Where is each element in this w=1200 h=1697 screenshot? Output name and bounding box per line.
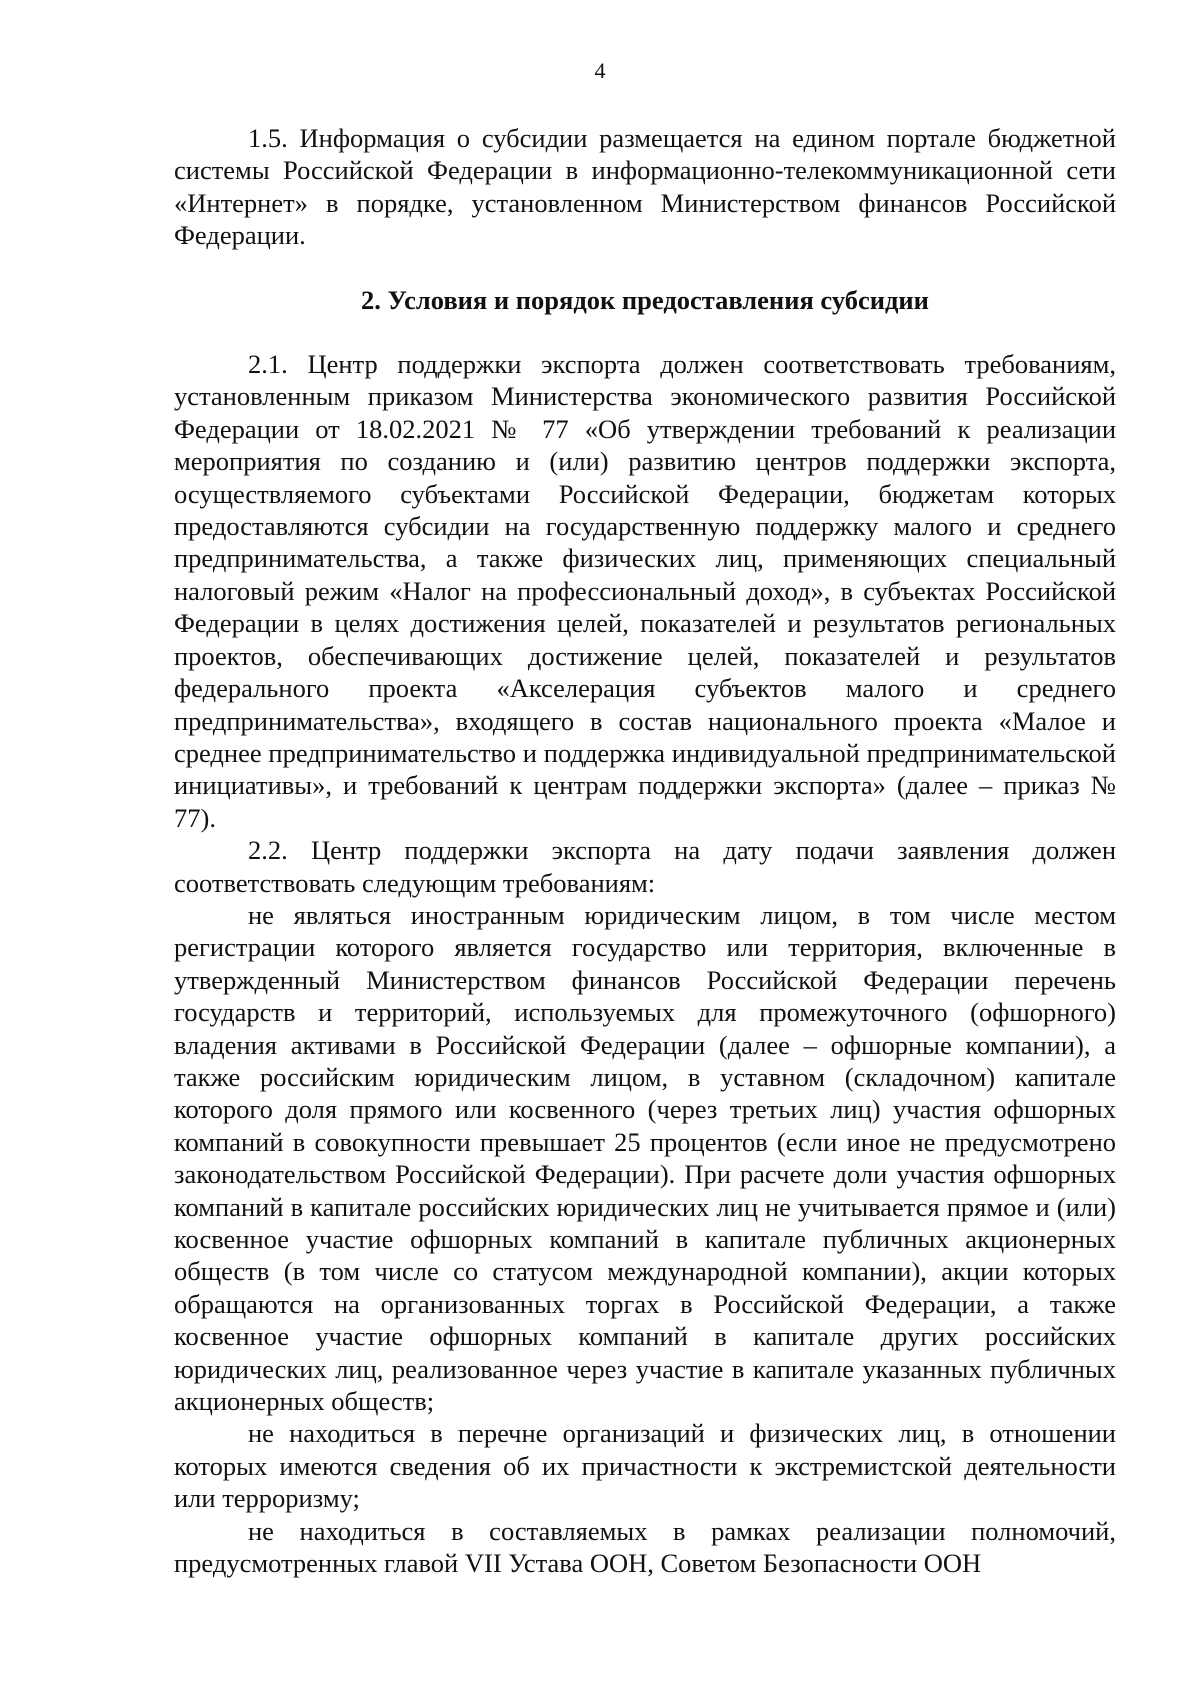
section-2-heading: 2. Условия и порядок предоставления субсидии [361,284,929,315]
paragraph-2-2-item-un-lists: не находиться в составляемых в рамках реализации полномочий, предусмотренных главой VII Устава ООН, Советом Безопасности ООН [174,1515,1116,1579]
paragraph-2-2-item-offshore: не являться иностранным юридическим лицом, в том числе местом регистрации которого является государство или территория, включенные в утвержденный Министерством финансов Российской Федерации перечень государств и территорий, используемых для промежуточного (офшорного) владения активами в Российской Федерации (далее – офшорные компании), а также российским юридическим лицом, в уставном (складочном) капитале которого доля прямого или косвенного (через третьих лиц) участия офшорных компаний в совокупности превышает 25 процентов (если иное не предусмотрено законодательством Российской Федерации). При расчете доли участия офшорных компаний в капитале российских юридических лиц не учитывается прямое и (или) косвенное участие офшорных компаний в капитале публичных акционерных обществ (в том числе со статусом международной компании), акции которых обращаются на организованных торгах в Российской Федерации, а также косвенное участие офшорных компаний в капитале других российских юридических лиц, реализованное через участие в капитале указанных публичных акционерных обществ; [174,899,1116,1417]
paragraph-2-2-item-extremism: не находиться в перечне организаций и физических лиц, в отношении которых имеются сведения об их причастности к экстремистской деятельности или терроризму; [174,1418,1116,1514]
document-body [174,122,1116,1579]
paragraph-1-5: 1.5. Информация о субсидии размещается на едином портале бюджетной системы Российской Федерации в информационно-телекоммуникационной сети «Интернет» в порядке, установленном Министерством финансов Российской Федерации. [174,123,1116,251]
page-number: 4 [594,58,606,83]
paragraph-2-2: 2.2. Центр поддержки экспорта на дату подачи заявления должен соответствовать следующим требованиям: [174,835,1116,898]
paragraph-2-1: 2.1. Центр поддержки экспорта должен соответствовать требованиям, установленным приказом Министерства экономического развития Российской Федерации от 18.02.2021 № 77 «Об утверждении требований к реализации мероприятия по созданию и (или) развитию центров поддержки экспорта, осуществляемого субъектами Российской Федерации, бюджетам которых предоставляются субсидии на государственную поддержку малого и среднего предпринимательства, а также физических лиц, применяющих специальный налоговый режим «Налог на профессиональный доход», в субъектах Российской Федерации в целях достижения целей, показателей и результатов региональных проектов, обеспечивающих достижение целей, показателей и результатов федерального проекта «Акселерация субъектов малого и среднего предпринимательства», входящего в состав национального проекта «Малое и среднее предпринимательство и поддержка индивидуальной предпринимательской инициативы», и требований к центрам поддержки экспорта» (далее – приказ № 77). [174,349,1116,833]
